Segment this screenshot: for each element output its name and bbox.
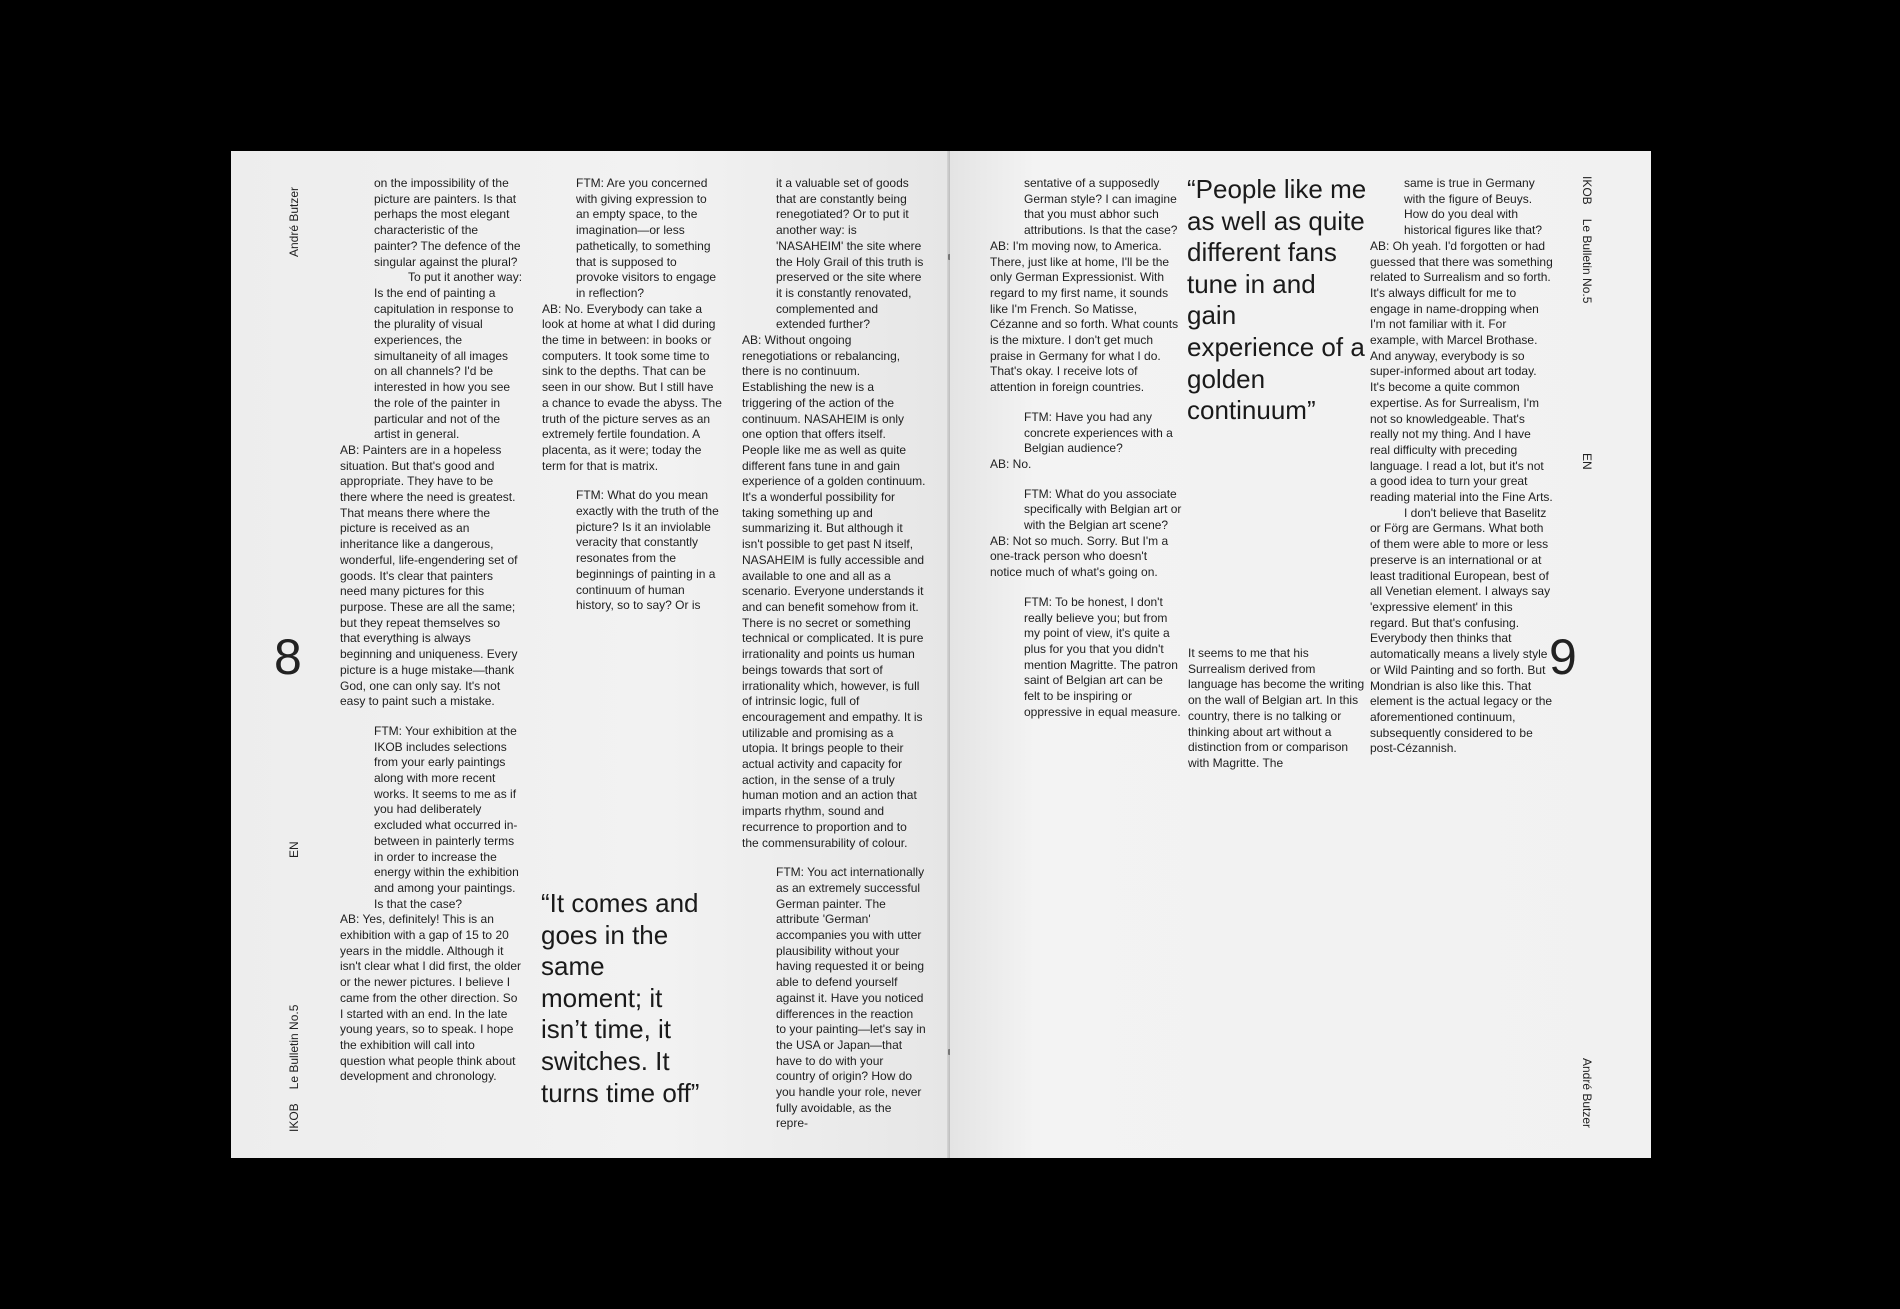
text-column-3 (742, 176, 926, 1132)
language-label (1581, 453, 1593, 470)
page-9 (950, 151, 1651, 1158)
page-number: 8 (274, 629, 302, 685)
paragraph: AB: Oh yeah. I'd forgotten or had guessed that there was something related to Surrealism and so forth. It's always difficult for me to engage in name-dropping when I'm not familiar with it. For example, with Marcel Brothase. And anyway, everybody is so super-informed about art today. It's become a quite common expertise. As for Surrealism, I'm not so knowledgeable. That's really not my thing. And I have real difficulty with preceding language. I read a lot, but it's not a good idea to turn your great reading material into the Fine Arts. (1370, 238, 1553, 505)
issue-label: Le Bulletin No.5 (287, 1004, 301, 1090)
pull-quote: “People like me as well as quite different fans tune in and gain experience of a golden continuum” (1187, 174, 1367, 426)
page-number: 9 (1549, 629, 1577, 685)
text-column-1 (340, 176, 523, 1085)
paragraph: To put it another way: Is the end of painting a capitulation in response to the plurality of visual experiences, the simultaneity of all images on all channels? I'd be interested in how you see the role of the painter in particular and not of the artist in general. (374, 270, 523, 442)
paragraph: FTM: Have you had any concrete experiences with a Belgian audience? (1024, 409, 1173, 456)
running-head-author (288, 187, 300, 257)
text-column-2 (542, 176, 722, 614)
paragraph: FTM: Your exhibition at the IKOB includes selections from your early paintings along with more recent works. It seems to me as if you had deliberately excluded what occurred in-between in painterly terms in order to increase the energy within the exhibition and among your paintings. Is that the case? (374, 723, 519, 911)
paragraph: FTM: To be honest, I don't really believe you; but from my point of view, it's quite a plus for you that you didn't mention Magritte. The patron saint of Belgian art can be felt to be inspiring or oppressive in equal measure. (1024, 594, 1181, 719)
language-label (288, 841, 300, 858)
running-head-publication (1581, 176, 1593, 303)
text-column-3 (1370, 176, 1553, 757)
paragraph: AB: Without ongoing renegotiations or rebalancing, there is no continuum. Establishing the new is a triggering of the action of the continuum. NASAHEIM is only one option that offers itself. People like me as well as quite different fans tune in and gain experience of a golden continuum. It's a wonderful possibility for taking something up and summarizing it. But although it isn't possible to get past N itself, NASAHEIM is fully accessible and available to one and all as a scenario. Everyone understands it and can benefit somehow from it. There is no secret or something technical or complicated. It is pure irrationality and points us human beings towards that sort of irrationality which, however, is full of intrinsic logic, full of encouragement and empathy. It is utilizable and promising as a utopia. It brings people to their actual activity and capacity for action, in the sense of a truly human motion and an action that imparts rhythm, sound and recurrence to proportion and to the commensurability of colour. (742, 333, 926, 850)
paragraph: same is true in Germany with the figure of Beuys. How do you deal with historical figures like that? (1404, 176, 1543, 238)
paragraph: FTM: Are you concerned with giving expression to an empty space, to the imagination—or less pathetically, to something that is supposed to provoke visitors to engage in reflection? (576, 176, 717, 300)
paragraph: AB: Yes, definitely! This is an exhibition with a gap of 15 to 20 years in the middle. Although it isn't clear what I did first, the older or the newer pictures. I believe I came from the other direction. So I started with an end. In the late young years, so to speak. I hope the exhibition will call into question what people think about development and chronology. (340, 912, 522, 1084)
paragraph: it a valuable set of goods that are constantly being renegotiated? Or to put it another way: is 'NASAHEIM' the site where the Holy Grail of this truth is preserved or the site where it is constantly renovated, complemented and extended further? (776, 176, 924, 332)
pull-quote: “It comes and goes in the same moment; it isn’t time, it switches. It turns time off” (541, 888, 700, 1108)
lang-code: EN (1580, 453, 1594, 470)
paragraph: on the impossibility of the picture are painters. Is that perhaps the most elegant characteristic of the painter? The defence of the singular against the plural? (374, 176, 521, 269)
paragraph: FTM: What do you associate specifically with Belgian art or with the Belgian art scene? (1024, 486, 1182, 533)
text-column-2 (1188, 646, 1368, 772)
paragraph: AB: Not so much. Sorry. But I'm a one-track person who doesn't notice much of what's going on. (990, 533, 1169, 580)
page-8 (231, 151, 950, 1158)
paragraph: sentative of a supposedly German style? I can imagine that you must abhor such attributions. Is that the case? (1024, 176, 1178, 238)
author-name: André Butzer (1580, 1058, 1594, 1129)
text-column-1 (990, 176, 1182, 721)
running-head-author (1581, 1058, 1593, 1128)
lang-code: EN (287, 841, 301, 858)
running-head-publication (288, 1005, 300, 1132)
publisher-label: IKOB (1580, 176, 1594, 205)
paragraph: AB: No. Everybody can take a look at home at what I did during the time in between: in books or computers. It took some time to sink to the depths. That can be seen in our show. But I still have a chance to evade the abyss. The truth of the picture serves as an extremely fertile foundation. A placenta, as it were; today the term for that is matrix. (542, 301, 722, 473)
paragraph: It seems to me that his Surrealism derived from language has become the writing on the wall of Belgian art. In this country, there is no talking or thinking about art without a distinction from or comparison with Magritte. The (1188, 646, 1365, 770)
magazine-spread (231, 151, 1651, 1158)
paragraph: AB: Painters are in a hopeless situation. But that's good and appropriate. They have to be there where the need is greatest. That means there where the picture is received as an inheritance like a dangerous, wonderful, life-engendering set of goods. It's clear that painters need many pictures for this purpose. These are all the same; but they repeat themselves so that everything is always beginning and uniqueness. Every picture is a huge mistake—thank God, one can only say. It's not easy to paint such a mistake. (340, 442, 518, 709)
issue-label: Le Bulletin No.5 (1580, 218, 1594, 304)
author-name: André Butzer (287, 186, 301, 257)
paragraph: FTM: You act internationally as an extremely successful German painter. The attribute 'German' accompanies you with utter plausibility without your having requested it or being able to defend yourself against it. Have you noticed differences in the reaction to your painting—let's say in the USA or Japan—that have to do with your country of origin? How do you handle your role, never fully avoidable, as the repre- (776, 865, 926, 1131)
paragraph: I don't believe that Baselitz or Förg are Germans. What both of them were able to more or less preserve is an international or at least traditional European, best of all Venetian element. I always say 'expressive element' in this regard. But that's confusing. Everybody then thinks that automatically means a lively style or Wild Painting and so forth. But Mondrian is also like this. That element is the actual legacy or the aforementioned continuum, subsequently considered to be post-Cézannish. (1370, 505, 1553, 756)
paragraph: AB: No. (990, 456, 1032, 471)
paragraph: AB: I'm moving now, to America. There, just like at home, I'll be the only German Expressionist. With regard to my first name, it sounds like I'm French. So Matisse, Cézanne and so forth. What counts is the mixture. I don't get much praise in Germany for what I do. That's okay. I receive lots of attention in foreign countries. (990, 238, 1179, 395)
paragraph: FTM: What do you mean exactly with the truth of the picture? Is it an inviolable veracity that constantly resonates from the beginnings of painting in a continuum of human history, so to say? Or is (576, 488, 719, 613)
publisher-label: IKOB (287, 1103, 301, 1132)
